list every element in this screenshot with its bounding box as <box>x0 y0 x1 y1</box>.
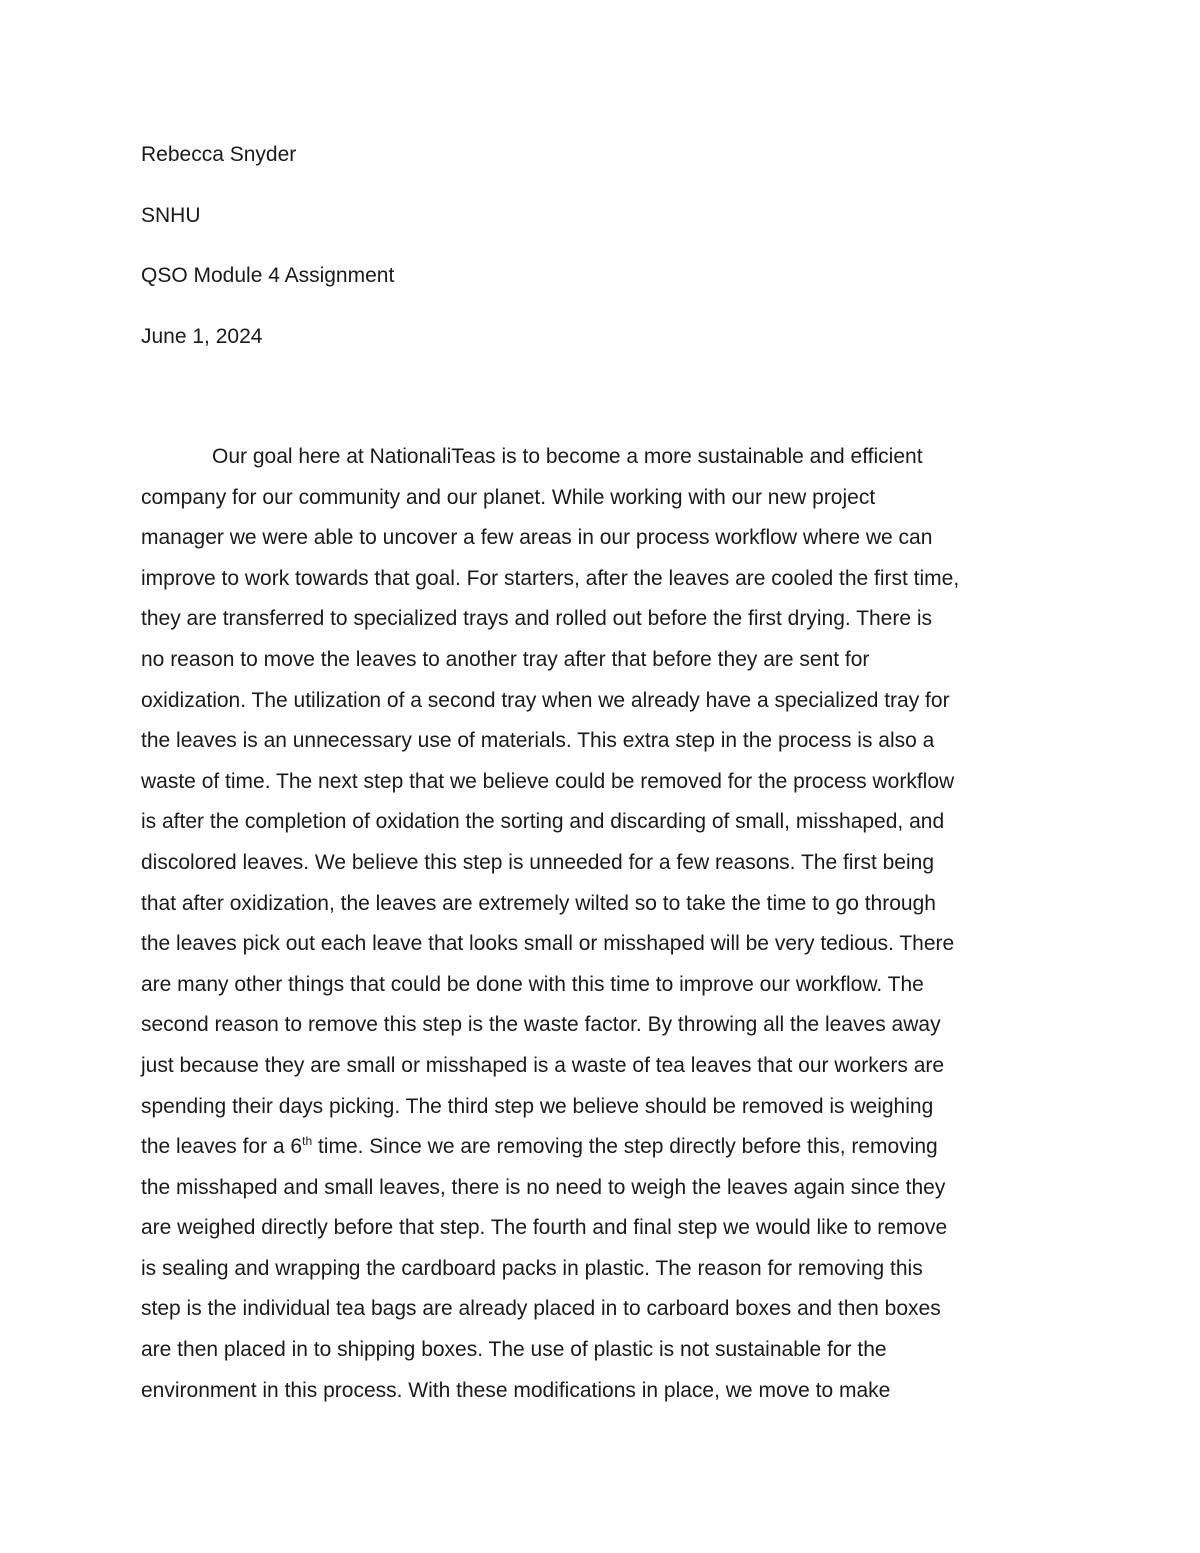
paragraph-line: that after oxidization, the leaves are extremely wilted so to take the time to go through <box>141 891 936 915</box>
document-header <box>141 139 1061 381</box>
paragraph-line: spending their days picking. The third step we believe should be removed is weighing <box>141 1094 934 1118</box>
document-date: June 1, 2024 <box>141 324 263 348</box>
paragraph-line: environment in this process. With these modifications in place, we move to make <box>141 1378 891 1402</box>
paragraph-line: second reason to remove this step is the waste factor. By throwing all the leaves away <box>141 1013 941 1037</box>
paragraph-line: the misshaped and small leaves, there is no need to weigh the leaves again since they <box>141 1175 946 1199</box>
paragraph-line: the leaves pick out each leave that looks small or misshaped will be very tedious. There <box>141 932 955 956</box>
paragraph-line: Our goal here at NationaliTeas is to become a more sustainable and efficient <box>212 445 923 468</box>
paragraph-line: manager we were able to uncover a few areas in our process workflow where we can <box>141 526 933 550</box>
author-name: Rebecca Snyder <box>141 143 297 166</box>
paragraph-line: is after the completion of oxidation the sorting and discarding of small, misshaped, and <box>141 810 945 834</box>
paragraph-line: they are transferred to specialized trays and rolled out before the first drying. There is <box>141 607 933 631</box>
paragraph-line: no reason to move the leaves to another tray after that before they are sent for <box>141 647 870 671</box>
paragraph-line: are many other things that could be done with this time to improve our workflow. The <box>141 972 924 996</box>
paragraph-line: step is the individual tea bags are already placed in to carboard boxes and then boxes <box>141 1297 941 1321</box>
paragraph-line: are then placed in to shipping boxes. The use of plastic is not sustainable for the <box>141 1338 887 1362</box>
paragraph-line: company for our community and our planet. While working with our new project <box>141 485 876 509</box>
weigh-line-prefix: the leaves for a 6 <box>141 1135 303 1159</box>
paragraph-line-with-superscript <box>141 1130 1061 1171</box>
body-paragraph <box>141 440 1061 1414</box>
paragraph-line: oxidization. The utilization of a second tray when we already have a specialized tray for <box>141 688 950 712</box>
ordinal-superscript: th <box>302 1134 313 1149</box>
paragraph-line: discolored leaves. We believe this step is unneeded for a few reasons. The first being <box>141 850 935 874</box>
assignment-title: QSO Module 4 Assignment <box>141 264 395 287</box>
paragraph-line: waste of time. The next step that we believe could be removed for the process workflow <box>141 769 955 793</box>
weigh-line-suffix: time. Since we are removing the step directly before this, removing <box>312 1135 938 1159</box>
paragraph-line: are weighed directly before that step. The fourth and final step we would like to remove <box>141 1216 948 1240</box>
paragraph-line: the leaves is an unnecessary use of materials. This extra step in the process is also a <box>141 729 935 753</box>
institution-name: SNHU <box>141 203 201 227</box>
paragraph-line: improve to work towards that goal. For starters, after the leaves are cooled the first time, <box>141 566 960 590</box>
paragraph-line: is sealing and wrapping the cardboard packs in plastic. The reason for removing this <box>141 1256 923 1280</box>
paragraph-line: just because they are small or misshaped is a waste of tea leaves that our workers are <box>141 1053 945 1077</box>
